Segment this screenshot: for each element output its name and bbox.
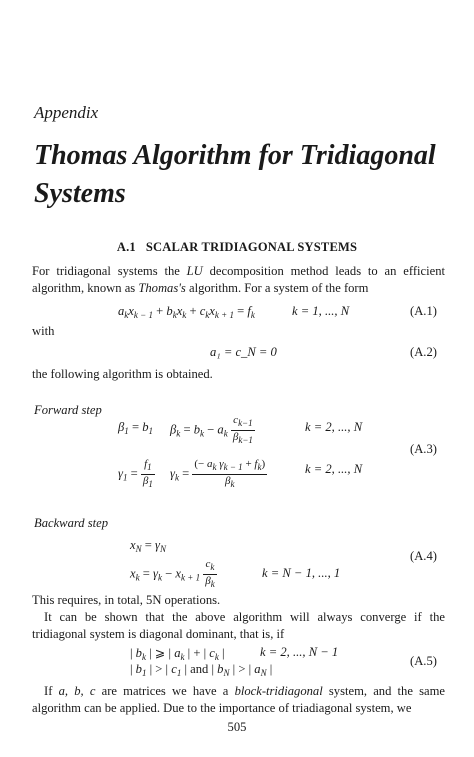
intro-paragraph [32, 263, 445, 297]
block-text-c: system, and the same algorithm can be applied. Due to the importance of triadiagonal system, we [32, 684, 446, 715]
lu-term: LU [186, 264, 203, 278]
equation-a3-beta1: $\beta_1 = b_1$ [118, 420, 153, 436]
equation-number-a1: (A.1) [410, 304, 437, 318]
abc-term: a, b, c [58, 684, 96, 698]
with-text: with [32, 324, 55, 338]
intro-text-c: algorithm. For a system of the form [185, 281, 369, 295]
equation-a3-betak: $\beta_k = b_k - a_k$ $\frac{c_{k-1}}{\beta_{k-1}}$ [170, 414, 253, 445]
equation-a4-xn: $x_N = \gamma_N$ [130, 538, 167, 554]
block-tridiagonal-term: block-tridiagonal [234, 684, 323, 698]
equation-a3-range1: k = 2, ..., N [305, 420, 363, 434]
equation-a3-gamma1: $\gamma_1$ = $\frac{f_1}{\beta_1}$ [118, 458, 153, 489]
requires-text: This requires, in total, 5N operations. [32, 593, 221, 607]
equation-a5-line1: | $b_k$ | ⩾ | $a_k$ | + | $c_k$ | [130, 646, 225, 662]
page-number: 505 [227, 720, 247, 734]
equation-a4-xk: $x_k = \gamma_k - x_{k + 1}$ $\frac{c_k}{\beta_k}$ [130, 558, 215, 589]
equation-a3-range2: k = 2, ..., N [305, 462, 363, 476]
block-paragraph [32, 683, 445, 717]
chapter-title-line1: Thomas Algorithm for Tridiagonal [34, 140, 436, 171]
backward-step-label: Backward step [34, 516, 109, 530]
forward-step-label: Forward step [34, 403, 102, 417]
section-title: SCALAR TRIDIAGONAL SYSTEMS [145, 240, 358, 254]
equation-a5-range: k = 2, ..., N − 1 [260, 645, 339, 659]
equation-a5-line2: | $b_1$ | > | $c_1$ | and | $b_N$ | > | $a_N$ | [130, 662, 273, 678]
equation-number-a3: (A.3) [410, 442, 437, 456]
chapter-title-line2: Systems [34, 178, 126, 209]
equation-a2: a₁ = c_N = 0 [210, 345, 277, 359]
appendix-label: Appendix [34, 103, 99, 122]
equation-a1: $a_kx_{k - 1} + b_kx_k + c_kx_{k + 1} = f_k$ [118, 304, 255, 320]
thomas-term: Thomas's [138, 281, 186, 295]
equation-number-a5: (A.5) [410, 654, 437, 668]
obtained-text: the following algorithm is obtained. [32, 367, 213, 381]
intro-text-b: decomposition method leads to an efficient algorithm, known as [32, 264, 445, 295]
intro-text-a: For tridiagonal systems the [32, 264, 187, 278]
section-number: A.1 [116, 240, 136, 254]
equation-a3-gammak: $\gamma_k$ = $\frac{(- a_k \gamma_{k - 1} + f_k)}{\beta_k}$ [170, 458, 266, 489]
equation-a1-range: k = 1, ..., N [292, 304, 350, 318]
converge-paragraph: It can be shown that the above algorithm will always converge if the tridiagonal system is diagonal dominant, that is, if [32, 610, 445, 641]
block-text-b: are matrices we have a [95, 684, 235, 698]
section-heading [0, 240, 474, 255]
equation-number-a4: (A.4) [410, 549, 437, 563]
equation-number-a2: (A.2) [410, 345, 437, 359]
chapter-title [34, 137, 454, 213]
equation-a4-range: k = N − 1, ..., 1 [262, 566, 341, 580]
block-text-a: If [44, 684, 59, 698]
